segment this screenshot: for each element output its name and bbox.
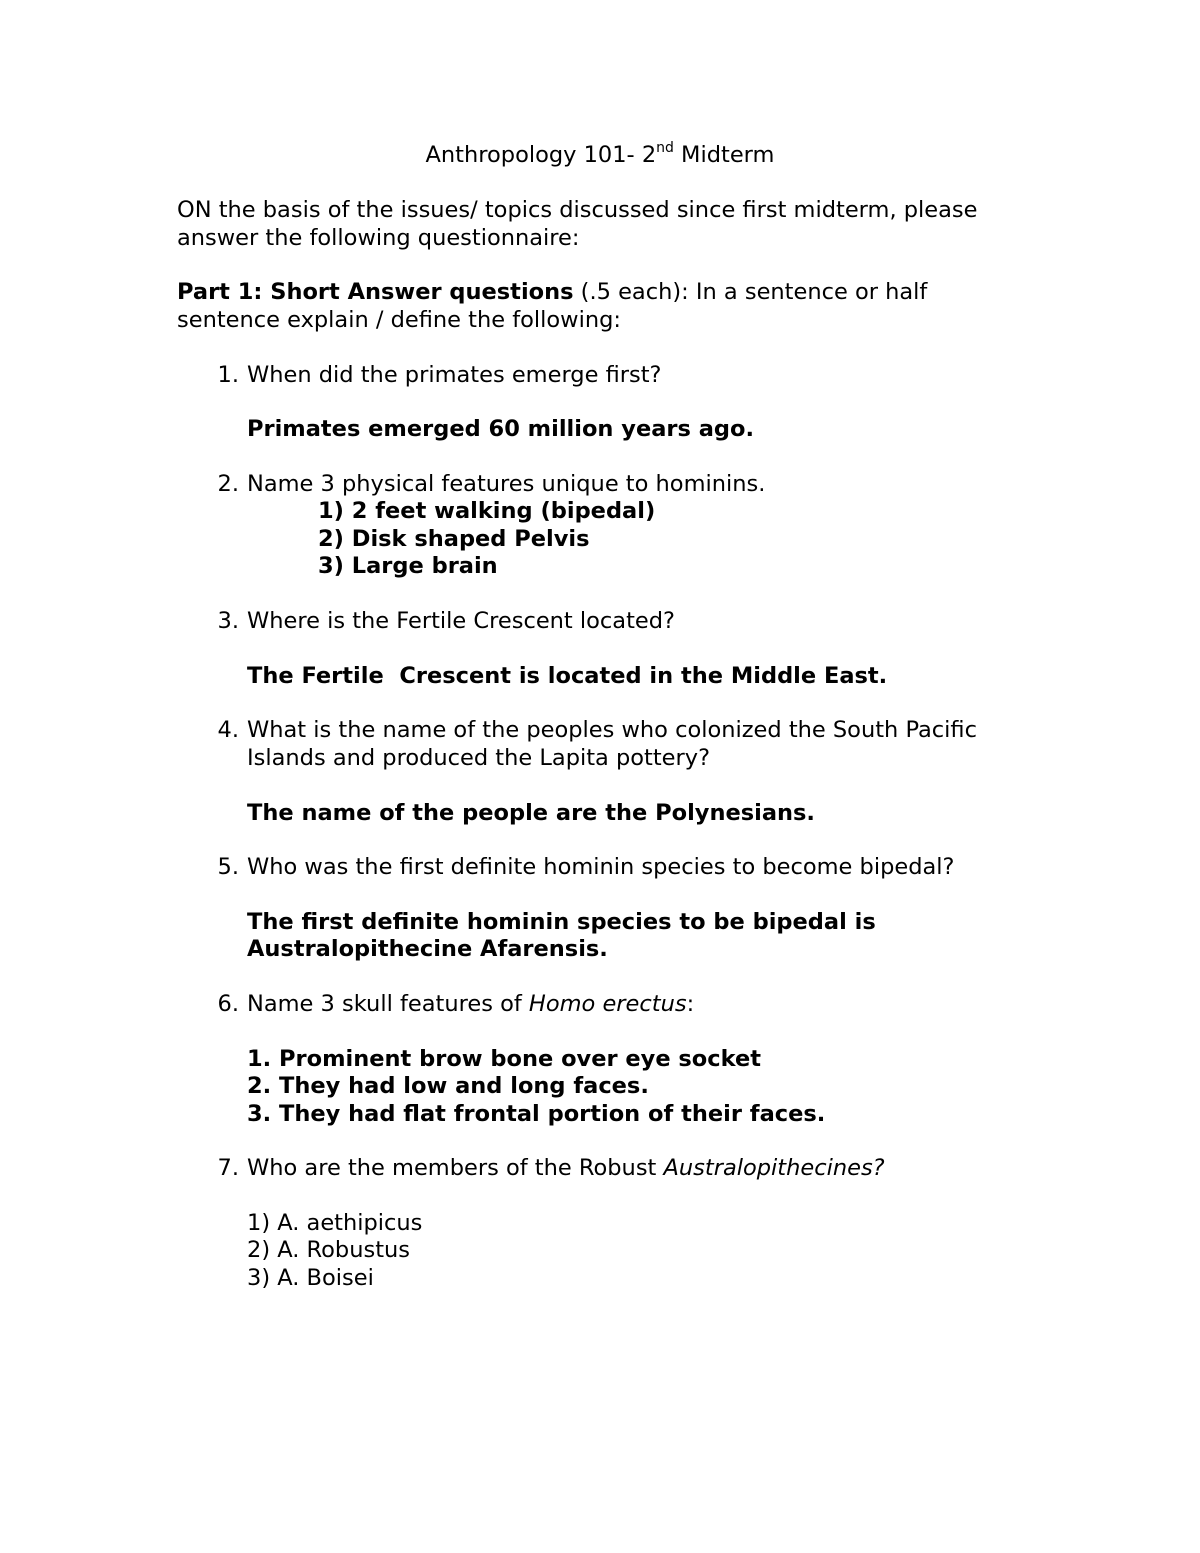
part1-heading-rest: (.5 each): In a sentence or half (573, 279, 928, 305)
intro-line-2: answer the following questionnaire: (177, 225, 580, 251)
part1-instructions: sentence explain / define the following: (177, 307, 621, 333)
answer-2-item: 2) Disk shaped Pelvis (318, 526, 590, 552)
question-number: 4. (217, 717, 239, 743)
part1-heading (177, 278, 927, 306)
answer-1-text: Primates emerged 60 million years ago. (247, 416, 755, 442)
title-superscript: nd (656, 139, 674, 156)
answer-5-text-line-1: The first definite hominin species to be bipedal is (247, 909, 876, 935)
question-7-text: Who are the members of the Robust Australopithecines? (247, 1155, 885, 1181)
question-4-text-line-1: What is the name of the peoples who colonized the South Pacific (247, 717, 977, 743)
answer-7-item: 1) A. aethipicus (247, 1210, 423, 1236)
question-4-text-line-2: Islands and produced the Lapita pottery? (247, 745, 711, 771)
question-number: 6. (217, 991, 239, 1017)
document-title: Anthropology 101- 2nd Midterm (425, 139, 775, 168)
question-6-text: Name 3 skull features of Homo erectus: (247, 991, 695, 1017)
question-number: 2. (217, 471, 239, 497)
question-1-text: When did the primates emerge first? (247, 362, 662, 388)
question-number: 7. (217, 1155, 239, 1181)
answer-5-text-line-2: Australopithecine Afarensis. (247, 936, 608, 962)
genus-name-italic: Australopithecines? (663, 1155, 885, 1181)
answer-3-text: The Fertile Crescent is located in the Middle East. (247, 663, 888, 689)
answer-7-item: 2) A. Robustus (247, 1237, 411, 1263)
answer-7-item: 3) A. Boisei (247, 1265, 374, 1291)
answer-2-item: 3) Large brain (318, 553, 498, 579)
intro-line-1: ON the basis of the issues/ topics discussed since first midterm, please (177, 197, 978, 223)
answer-2-item: 1) 2 feet walking (bipedal) (318, 498, 656, 524)
question-2-text: Name 3 physical features unique to hominins. (247, 471, 766, 497)
answer-6-item: 2. They had low and long faces. (247, 1073, 649, 1099)
question-number: 3. (217, 608, 239, 634)
question-3-text: Where is the Fertile Crescent located? (247, 608, 675, 634)
question-number: 1. (217, 362, 239, 388)
part1-heading-bold: Part 1: Short Answer questions (177, 279, 574, 305)
answer-4-text: The name of the people are the Polynesians. (247, 800, 815, 826)
question-number: 5. (217, 854, 239, 880)
species-name-italic: Homo erectus (528, 991, 687, 1017)
question-5-text: Who was the first definite hominin species to become bipedal? (247, 854, 955, 880)
answer-6-item: 1. Prominent brow bone over eye socket (247, 1046, 761, 1072)
answer-6-item: 3. They had flat frontal portion of their faces. (247, 1101, 826, 1127)
